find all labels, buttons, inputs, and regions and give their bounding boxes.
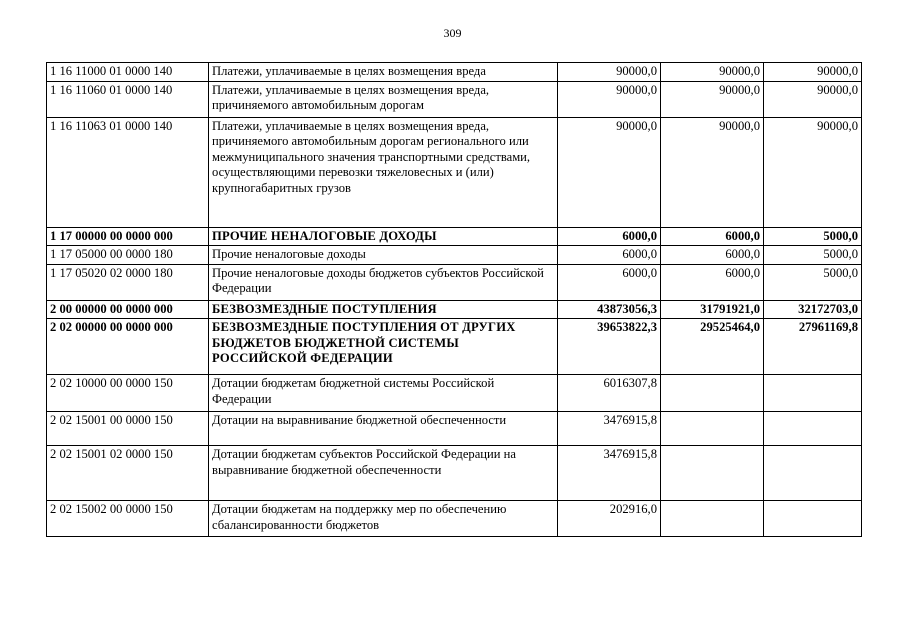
- revenue-code: 1 16 11060 01 0000 140: [47, 81, 209, 117]
- revenue-name: ПРОЧИЕ НЕНАЛОГОВЫЕ ДОХОДЫ: [209, 227, 558, 246]
- amount-year-2: 90000,0: [661, 117, 764, 227]
- revenue-name: Дотации бюджетам субъектов Российской Федерации на выравнивание бюджетной обеспеченности: [209, 446, 558, 501]
- amount-year-2: 6000,0: [661, 246, 764, 265]
- revenue-code: 1 16 11000 01 0000 140: [47, 63, 209, 82]
- amount-year-3: 5000,0: [764, 227, 862, 246]
- table-row: [47, 117, 862, 227]
- revenue-code: 1 17 05000 00 0000 180: [47, 246, 209, 265]
- table-row: [47, 375, 862, 412]
- table-row: [47, 412, 862, 446]
- amount-year-2: 6000,0: [661, 264, 764, 300]
- revenue-code: 2 02 00000 00 0000 000: [47, 319, 209, 375]
- amount-year-3: 90000,0: [764, 81, 862, 117]
- table-row: [47, 300, 862, 319]
- amount-year-1: 3476915,8: [558, 412, 661, 446]
- revenue-code: 2 02 15002 00 0000 150: [47, 501, 209, 537]
- table-row: [47, 446, 862, 501]
- amount-year-3: 90000,0: [764, 63, 862, 82]
- revenue-name: БЕЗВОЗМЕЗДНЫЕ ПОСТУПЛЕНИЯ: [209, 300, 558, 319]
- amount-year-1: 90000,0: [558, 63, 661, 82]
- amount-year-1: 6016307,8: [558, 375, 661, 412]
- amount-year-2: 90000,0: [661, 63, 764, 82]
- amount-year-1: 90000,0: [558, 81, 661, 117]
- amount-year-3: 5000,0: [764, 264, 862, 300]
- revenue-name: Дотации бюджетам на поддержку мер по обеспечению сбалансированности бюджетов: [209, 501, 558, 537]
- table-row: [47, 264, 862, 300]
- table-row: [47, 501, 862, 537]
- table-row: [47, 319, 862, 375]
- amount-year-1: 6000,0: [558, 227, 661, 246]
- revenue-name: Дотации бюджетам бюджетной системы Российской Федерации: [209, 375, 558, 412]
- amount-year-2: [661, 375, 764, 412]
- amount-year-2: 29525464,0: [661, 319, 764, 375]
- amount-year-2: [661, 412, 764, 446]
- amount-year-1: 6000,0: [558, 246, 661, 265]
- amount-year-1: 3476915,8: [558, 446, 661, 501]
- revenue-code: 1 17 05020 02 0000 180: [47, 264, 209, 300]
- budget-revenue-table: [46, 62, 862, 537]
- amount-year-3: 5000,0: [764, 246, 862, 265]
- amount-year-1: 90000,0: [558, 117, 661, 227]
- revenue-code: 2 02 10000 00 0000 150: [47, 375, 209, 412]
- amount-year-3: 90000,0: [764, 117, 862, 227]
- revenue-code: 2 02 15001 02 0000 150: [47, 446, 209, 501]
- revenue-name: Дотации на выравнивание бюджетной обеспеченности: [209, 412, 558, 446]
- amount-year-1: 39653822,3: [558, 319, 661, 375]
- revenue-code: 1 16 11063 01 0000 140: [47, 117, 209, 227]
- amount-year-3: [764, 501, 862, 537]
- page-number: 309: [443, 26, 462, 40]
- table-row: [47, 81, 862, 117]
- amount-year-1: 43873056,3: [558, 300, 661, 319]
- amount-year-2: [661, 446, 764, 501]
- amount-year-3: [764, 412, 862, 446]
- revenue-name: Платежи, уплачиваемые в целях возмещения вреда, причиняемого автомобильным дорогам: [209, 81, 558, 117]
- revenue-name: БЕЗВОЗМЕЗДНЫЕ ПОСТУПЛЕНИЯ ОТ ДРУГИХ БЮДЖЕТОВ БЮДЖЕТНОЙ СИСТЕМЫ РОССИЙСКОЙ ФЕДЕРАЦИИ: [209, 319, 558, 375]
- revenue-name: Платежи, уплачиваемые в целях возмещения вреда, причиняемого автомобильным дорогам регионального или межмуниципального значения транспортными средствами, осуществляющими перевозки тяжеловесных и (или) крупногабаритных грузов: [209, 117, 558, 227]
- amount-year-2: 6000,0: [661, 227, 764, 246]
- amount-year-1: 202916,0: [558, 501, 661, 537]
- amount-year-3: [764, 375, 862, 412]
- revenue-code: 2 00 00000 00 0000 000: [47, 300, 209, 319]
- revenue-name: Платежи, уплачиваемые в целях возмещения вреда: [209, 63, 558, 82]
- amount-year-3: 27961169,8: [764, 319, 862, 375]
- revenue-code: 2 02 15001 00 0000 150: [47, 412, 209, 446]
- revenue-name: Прочие неналоговые доходы бюджетов субъектов Российской Федерации: [209, 264, 558, 300]
- table-row: [47, 246, 862, 265]
- amount-year-3: 32172703,0: [764, 300, 862, 319]
- amount-year-3: [764, 446, 862, 501]
- amount-year-2: 90000,0: [661, 81, 764, 117]
- table-row: [47, 63, 862, 82]
- amount-year-1: 6000,0: [558, 264, 661, 300]
- table-row: [47, 227, 862, 246]
- amount-year-2: 31791921,0: [661, 300, 764, 319]
- revenue-code: 1 17 00000 00 0000 000: [47, 227, 209, 246]
- amount-year-2: [661, 501, 764, 537]
- revenue-name: Прочие неналоговые доходы: [209, 246, 558, 265]
